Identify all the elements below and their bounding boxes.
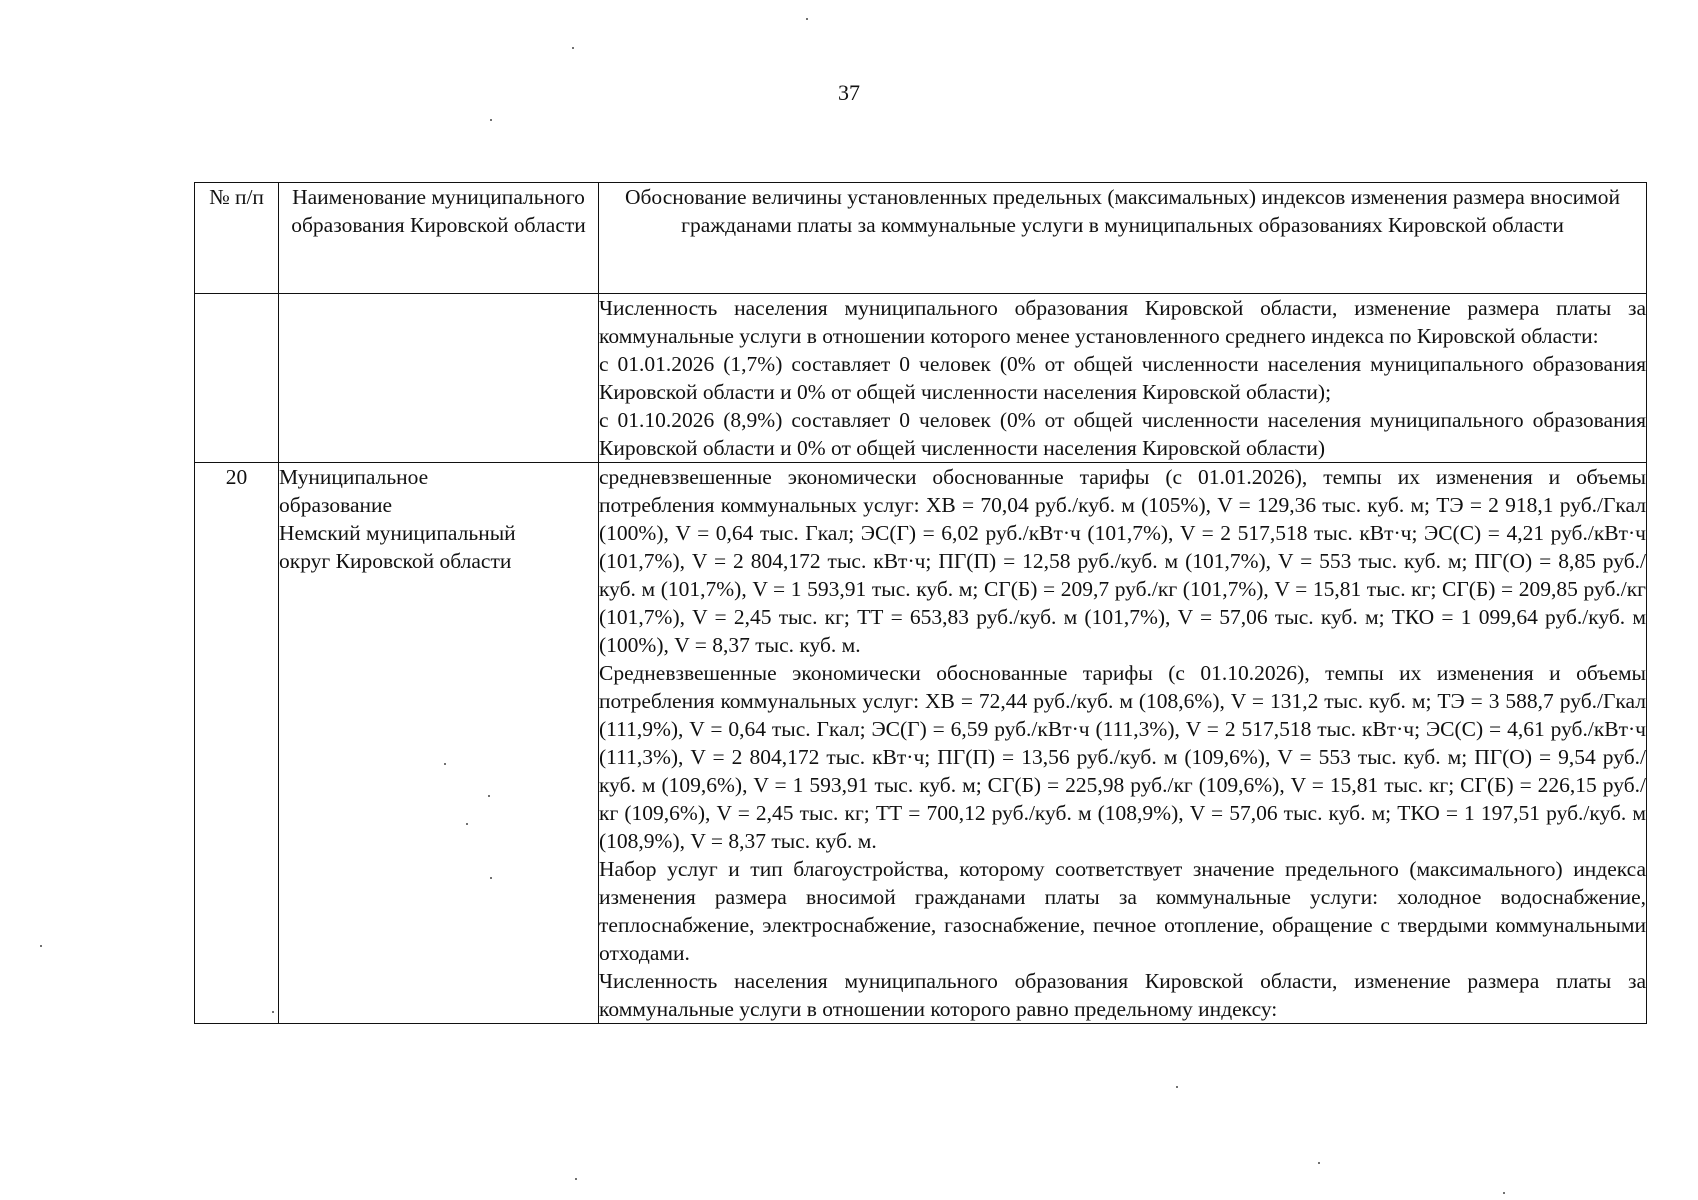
table-row [195, 294, 1647, 463]
municipality-name-line: Муниципальное [279, 465, 429, 489]
scan-speck [272, 1011, 274, 1013]
justification-table [194, 182, 1647, 1024]
municipality-name-line: образование [279, 493, 393, 517]
row-number-cell [195, 294, 279, 463]
scan-speck [806, 18, 808, 20]
justification-paragraph: Средневзвешенные экономически обоснованные тарифы (с 01.10.2026), темпы их изменения и объемы потребления коммунальных услуг: ХВ = 72,44 руб./куб. м (108,6%), V = 131,2 тыс. куб. м; ТЭ = 3 588,7 руб./Гкал (111,9%), V = 0,64 тыс. Гкал; ЭС(Г) = 6,59 руб./кВт·ч (111,3%), V = 2 517,518 тыс. кВт·ч; ЭС(С) = 4,61 руб./кВт·ч (111,3%), V = 2 804,172 тыс. кВт·ч; ПГ(П) = 13,56 руб./куб. м (109,6%), V = 553 тыс. куб. м; ПГ(О) = 9,54 руб./куб. м (109,6%), V = 1 593,91 тыс. куб. м; СГ(Б) = 225,98 руб./кг (109,6%), V = 15,81 тыс. кг; СГ(Б) = 226,15 руб./кг (109,6%), V = 2,45 тыс. кг; ТТ = 700,12 руб./куб. м (108,9%), V = 57,06 тыс. куб. м; ТКО = 1 197,51 руб./куб. м (108,9%), V = 8,37 тыс. куб. м. [599, 661, 1646, 853]
scan-speck [488, 795, 490, 797]
page-number: 37 [838, 80, 860, 105]
scan-speck [575, 1178, 577, 1180]
scan-speck [1318, 1162, 1320, 1164]
row-justification-cell [599, 294, 1647, 463]
row-name-cell [279, 294, 599, 463]
table-row [195, 463, 1647, 1024]
scan-speck [444, 763, 446, 765]
scan-speck [40, 945, 42, 947]
municipality-name-line: округ Кировской области [279, 549, 512, 573]
row-number-cell: 20 [195, 463, 279, 1024]
scan-speck [1503, 1192, 1505, 1194]
justification-paragraph: с 01.01.2026 (1,7%) составляет 0 человек (0% от общей численности населения муниципального образования Кировской области и 0% от общей численности населения Кировской области); [599, 352, 1646, 404]
justification-paragraph: Численность населения муниципального образования Кировской области, изменение размера платы за коммунальные услуги в отношении которого менее установленного среднего индекса по Кировской области: [599, 296, 1646, 348]
scan-speck [490, 119, 492, 121]
justification-paragraph: Численность населения муниципального образования Кировской области, изменение размера платы за коммунальные услуги в отношении которого равно предельному индексу: [599, 969, 1646, 1021]
scan-speck [466, 823, 468, 825]
municipality-name-line: Немский муниципальный [279, 521, 516, 545]
header-justification: Обоснование величины установленных предельных (максимальных) индексов изменения размера вносимой гражданами платы за коммунальные услуги в муниципальных образованиях Кировской области [599, 183, 1647, 294]
table-header-row [195, 183, 1647, 294]
justification-paragraph: средневзвешенные экономически обоснованные тарифы (с 01.01.2026), темпы их изменения и объемы потребления коммунальных услуг: ХВ = 70,04 руб./куб. м (105%), V = 129,36 тыс. куб. м; ТЭ = 2 918,1 руб./Гкал (100%), V = 0,64 тыс. Гкал; ЭС(Г) = 6,02 руб./кВт·ч (101,7%), V = 2 517,518 тыс. кВт·ч; ЭС(С) = 4,21 руб./кВт·ч (101,7%), V = 2 804,172 тыс. кВт·ч; ПГ(П) = 12,58 руб./куб. м (101,7%), V = 553 тыс. куб. м; ПГ(О) = 8,85 руб./куб. м (101,7%), V = 1 593,91 тыс. куб. м; СГ(Б) = 209,7 руб./кг (101,7%), V = 15,81 тыс. кг; СГ(Б) = 209,85 руб./кг (101,7%), V = 2,45 тыс. кг; ТТ = 653,83 руб./куб. м (101,7%), V = 57,06 тыс. куб. м; ТКО = 1 099,64 руб./куб. м (100%), V = 8,37 тыс. куб. м. [599, 465, 1646, 657]
scan-speck [572, 47, 574, 49]
row-name-cell [279, 463, 599, 1024]
header-municipality-name: Наименование муниципального образования Кировской области [279, 183, 599, 294]
header-number: № п/п [195, 183, 279, 294]
scan-speck [490, 877, 492, 879]
row-justification-cell [599, 463, 1647, 1024]
scan-speck [1176, 1086, 1178, 1088]
justification-paragraph: Набор услуг и тип благоустройства, которому соответствует значение предельного (максимального) индекса изменения размера вносимой гражданами платы за коммунальные услуги: холодное водоснабжение, теплоснабжение, электроснабжение, газоснабжение, печное отопление, обращение с твердыми коммунальными отходами. [599, 857, 1646, 965]
justification-paragraph: с 01.10.2026 (8,9%) составляет 0 человек (0% от общей численности населения муниципального образования Кировской области и 0% от общей численности населения Кировской области) [599, 408, 1646, 460]
